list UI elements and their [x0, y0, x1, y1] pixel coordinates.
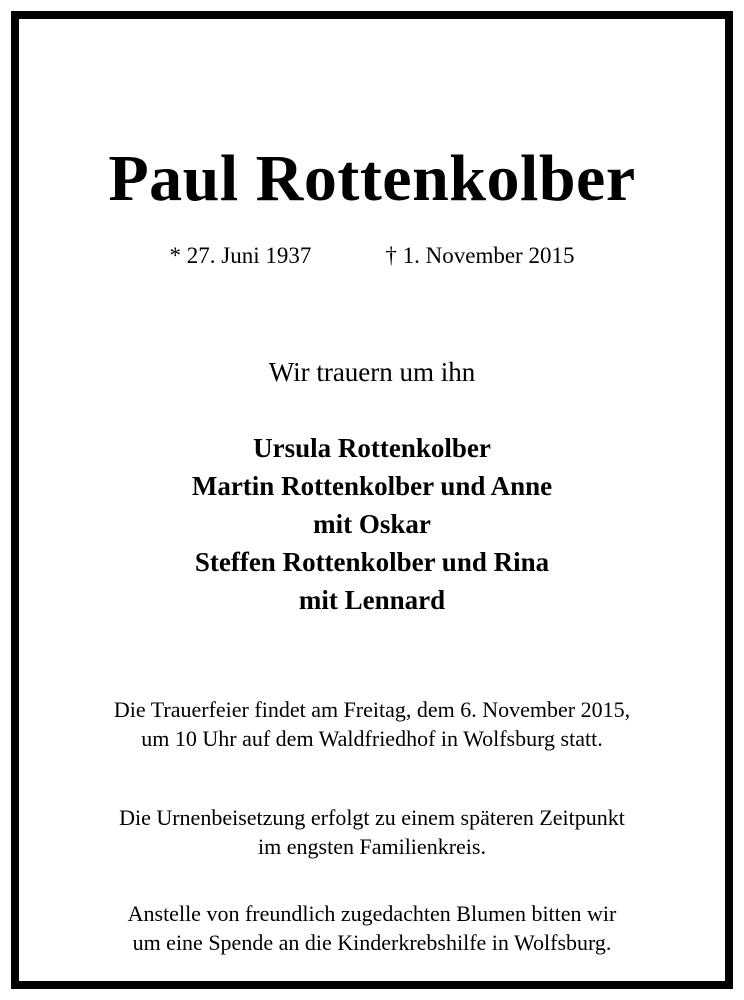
- family-member: Steffen Rottenkolber und Rina: [194, 547, 550, 577]
- life-dates: [19, 241, 725, 271]
- family-list: [19, 429, 725, 619]
- paragraph-line: Die Trauerfeier findet am Freitag, dem 6. November 2015,: [113, 697, 631, 722]
- family-member: mit Lennard: [298, 585, 446, 615]
- family-member: mit Oskar: [313, 509, 431, 539]
- urn-burial-paragraph: [19, 803, 725, 861]
- birth-date: * 27. Juni 1937: [169, 243, 312, 268]
- family-member: Martin Rottenkolber und Anne: [191, 471, 553, 501]
- paragraph-line: um 10 Uhr auf dem Waldfriedhof in Wolfsburg statt.: [141, 726, 603, 751]
- paragraph-line: im engsten Familienkreis.: [258, 834, 486, 859]
- funeral-service-paragraph: [19, 695, 725, 753]
- paragraph-line: um eine Spende an die Kinderkrebshilfe in Wolfsburg.: [132, 930, 612, 955]
- death-date: † 1. November 2015: [385, 243, 575, 268]
- paragraph-line: Die Urnenbeisetzung erfolgt zu einem späteren Zeitpunkt: [119, 805, 625, 830]
- deceased-name: Paul Rottenkolber: [108, 142, 636, 215]
- donation-paragraph: [19, 899, 725, 957]
- paragraph-line: Anstelle von freundlich zugedachten Blumen bitten wir: [127, 901, 617, 926]
- family-member: Ursula Rottenkolber: [253, 433, 491, 463]
- mourning-line: Wir trauern um ihn: [268, 357, 476, 387]
- obituary-frame: [11, 11, 733, 989]
